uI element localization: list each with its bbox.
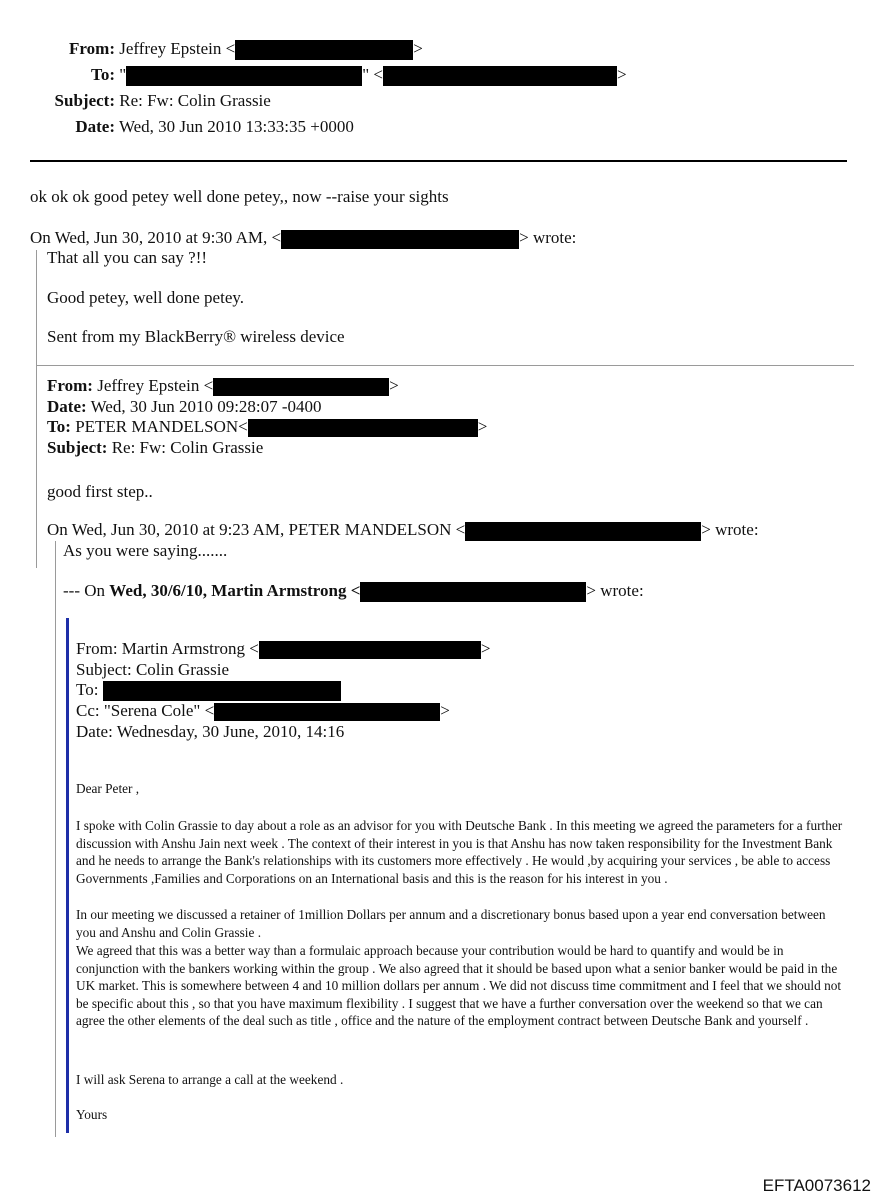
redaction-block <box>214 703 440 721</box>
letter-paragraph-3: We agreed that this was a better way than a formulaic approach because your contribution would be hard to quantify and would be in conjunction with the bankers working within the group . We also agreed that it should be based upon what a senior banker would be paid in the UK market. This is somewhere between 4 and 10 million dollars per annum . We did not discuss time commitment and I feel that we should not be specific about this , so that you have maximum flexibility . I suggest that we have a further conversation over the weekend so that we can agree the other elements of the deal such as title , office and the nature of the employment contract between Deutsche Bank and yourself . <box>76 943 842 1028</box>
letter-paragraph-4: I will ask Serena to arrange a call at the weekend . <box>76 1072 344 1087</box>
redaction-block <box>360 582 586 602</box>
quote1-line1: That all you can say ?!! <box>47 248 208 267</box>
header-date-label: Date: <box>75 117 115 136</box>
document-id: EFTA0073612 <box>762 1176 871 1195</box>
redaction-block <box>465 522 701 541</box>
redaction-block <box>126 66 362 86</box>
header-to-close: > <box>616 65 627 84</box>
inner-from-value: Jeffrey Epstein < <box>97 376 214 395</box>
header-date-value: Wed, 30 Jun 2010 13:33:35 +0000 <box>118 117 354 136</box>
fwd-cc-row <box>76 700 450 722</box>
inner-date-row <box>47 396 322 418</box>
fwd-to-row <box>76 679 341 701</box>
header-to-open: " <box>119 65 127 84</box>
inner-date-value: Wed, 30 Jun 2010 09:28:07 -0400 <box>90 397 322 416</box>
fwd-from-line: From: Martin Armstrong < <box>76 639 259 658</box>
header-from-row <box>40 37 423 61</box>
header-divider <box>30 160 847 162</box>
header-date-row <box>40 115 354 139</box>
header-to-label: To: <box>91 65 115 84</box>
inner-subject-value: Re: Fw: Colin Grassie <box>111 438 264 457</box>
quote1-attr-suffix: > wrote: <box>519 228 577 247</box>
redaction-block <box>213 378 389 396</box>
inner-from-label: From: <box>47 376 93 395</box>
fwd-to-line: To: <box>76 680 103 699</box>
fwd-from-row <box>76 638 491 660</box>
inner-date-label: Date: <box>47 397 87 416</box>
quote2-attr-prefix: On Wed, Jun 30, 2010 at 9:23 AM, PETER MANDELSON < <box>47 520 466 539</box>
inner-from-close: > <box>389 376 399 395</box>
reply-top-text: ok ok ok good petey well done petey,, now --raise your sights <box>30 187 449 206</box>
quote2-attr-suffix: > wrote: <box>701 520 759 539</box>
fwd-date-row: Date: Wednesday, 30 June, 2010, 14:16 <box>76 722 345 741</box>
fwd-cc-close: > <box>440 701 450 720</box>
inner-from-row <box>47 375 399 397</box>
inner-subject-row <box>47 437 263 459</box>
quote3-attribution <box>63 580 644 602</box>
redaction-block <box>281 230 519 249</box>
header-subject-value: Re: Fw: Colin Grassie <box>119 91 271 110</box>
letter-paragraph-1: I spoke with Colin Grassie to day about a role as an advisor for you with Deutsche Bank . In this meeting we agreed the parameters for a further discussion with Anshu Jain next week . The context of their interest in you is that Anshu has now taken responsibility for the Investment Bank and he needs to arrange the Bank's relationships with its customers more effectively . He would ,by acquiring your services , be able to access Governments ,Families and Corporations on an International basis and this is the reason for his interest in you . <box>76 818 843 886</box>
quote3-suffix: > wrote: <box>586 581 644 600</box>
fwd-cc-line: Cc: "Serena Cole" < <box>76 701 215 720</box>
quote1-attr-prefix: On Wed, Jun 30, 2010 at 9:30 AM, < <box>30 228 282 247</box>
good-first-step-text: good first step.. <box>47 482 153 501</box>
quote1-signature: Sent from my BlackBerry® wireless device <box>47 327 345 346</box>
redaction-block <box>235 40 413 60</box>
header-subject-row <box>40 89 271 113</box>
redaction-block <box>103 681 341 701</box>
redaction-block <box>383 66 617 86</box>
header-subject-label: Subject: <box>54 91 115 110</box>
quote2-bar <box>55 541 56 1137</box>
letter-closing: Yours <box>76 1107 108 1122</box>
letter-paragraph-2: In our meeting we discussed a retainer of 1million Dollars per annum and a discretionary bonus based upon a year end conversation between you and Anshu and Colin Grassie . <box>76 907 826 940</box>
quote1-bar <box>36 250 37 568</box>
quote2-attribution <box>47 519 759 541</box>
fwd-from-close: > <box>480 639 491 658</box>
quote3-bold-part: Wed, 30/6/10, Martin Armstrong < <box>109 581 361 600</box>
inner-subject-label: Subject: <box>47 438 108 457</box>
inner-to-row <box>47 416 487 438</box>
redaction-block <box>259 641 481 659</box>
header-from-value: Jeffrey Epstein < <box>119 39 236 58</box>
redaction-block <box>248 419 478 437</box>
letter-salutation: Dear Peter , <box>76 781 140 796</box>
header-to-mid: " < <box>362 65 383 84</box>
quote1-attribution <box>30 227 576 249</box>
header-to-row <box>40 63 627 87</box>
inner-to-value: PETER MANDELSON< <box>75 417 248 436</box>
quote2-line1: As you were saying....... <box>63 541 228 560</box>
quote3-prefix: --- On <box>63 581 110 600</box>
inner-to-close: > <box>477 417 488 436</box>
quote1-divider <box>36 365 854 366</box>
header-from-close: > <box>413 39 423 58</box>
inner-to-label: To: <box>47 417 71 436</box>
quote1-line2: Good petey, well done petey. <box>47 288 245 307</box>
forward-quote-bar <box>66 618 69 1133</box>
fwd-subject-row: Subject: Colin Grassie <box>76 660 229 679</box>
header-from-label: From: <box>69 39 115 58</box>
